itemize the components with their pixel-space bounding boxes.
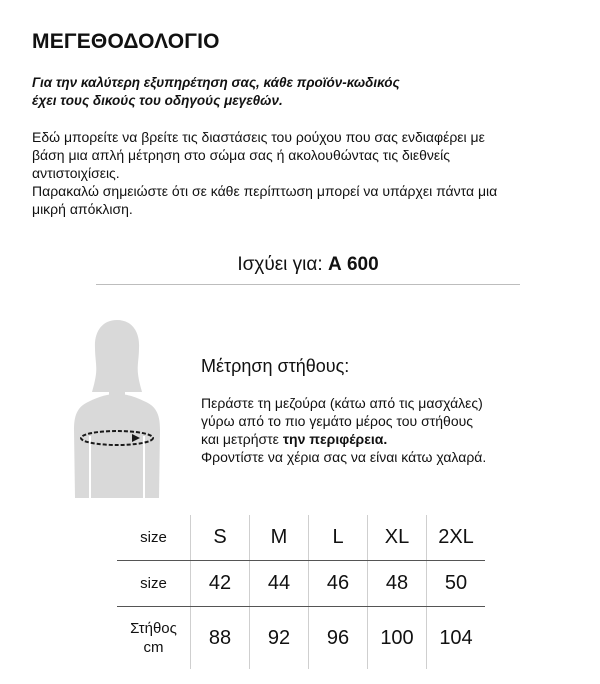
divider: [96, 284, 520, 285]
table-cell: L: [309, 515, 368, 561]
table-cell: 2XL: [427, 515, 486, 561]
row-label: Στήθος cm: [130, 620, 177, 656]
measure-line-4: Φροντίστε να χέρια σας να είναι κάτω χαλαρά.: [201, 449, 487, 465]
body-line-4: Παρακαλώ σημειώστε ότι σε κάθε περίπτωση μπορεί να υπάρχει πάντα μια: [32, 183, 498, 199]
applies-to: [96, 254, 520, 276]
table-cell: S: [191, 515, 250, 561]
row-label: size: [117, 561, 191, 607]
table-cell: 46: [309, 561, 368, 607]
measurement-instructions: [201, 394, 561, 466]
table-cell: 92: [250, 607, 309, 670]
table-row: [117, 515, 485, 561]
table-cell: 100: [368, 607, 427, 670]
table-cell: 88: [191, 607, 250, 670]
table-cell: 96: [309, 607, 368, 670]
table-cell: 44: [250, 561, 309, 607]
measure-line-3: [201, 430, 561, 448]
applies-label: Ισχύει για:: [237, 254, 328, 275]
table-cell: M: [250, 515, 309, 561]
row-label: size: [117, 515, 191, 561]
body-line-1: Εδώ μπορείτε να βρείτε τις διαστάσεις του ρούχου που σας ενδιαφέρει με: [32, 129, 485, 145]
table-cell: 104: [427, 607, 486, 670]
table-cell: 48: [368, 561, 427, 607]
measure-line-3-pre: και μετρήστε: [201, 431, 283, 447]
chest-measurement-figure-icon: [62, 318, 172, 498]
intro-bold-text: [32, 74, 572, 110]
intro-line-1: Για την καλύτερη εξυπηρέτηση σας, κάθε προϊόν-κωδικός: [32, 75, 400, 90]
measure-line-3-bold: την περιφέρεια.: [282, 431, 388, 447]
intro-line-2: έχει τους δικούς του οδηγούς μεγεθών.: [32, 93, 283, 108]
product-code: Α 600: [327, 254, 379, 275]
measurement-title: Μέτρηση στήθους:: [201, 356, 350, 376]
body-line-3: αντιστοιχίσεις.: [32, 165, 120, 181]
measure-line-2: γύρω από το πιο γεμάτο μέρος του στήθους: [201, 413, 474, 429]
body-text: [32, 128, 572, 218]
table-row: [117, 607, 485, 670]
body-line-5: μικρή απόκλιση.: [32, 201, 133, 217]
page-title: ΜΕΓΕΘΟΔΟΛΟΓΙΟ: [32, 30, 220, 53]
table-cell: XL: [368, 515, 427, 561]
table-cell: 42: [191, 561, 250, 607]
measure-line-1: Περάστε τη μεζούρα (κάτω από τις μασχάλες): [201, 395, 483, 411]
table-row: [117, 561, 485, 607]
table-cell: 50: [427, 561, 486, 607]
body-line-2: βάση μια απλή μέτρηση στο σώμα σας ή ακολουθώντας τις διεθνείς: [32, 147, 451, 163]
size-table: [117, 515, 485, 669]
